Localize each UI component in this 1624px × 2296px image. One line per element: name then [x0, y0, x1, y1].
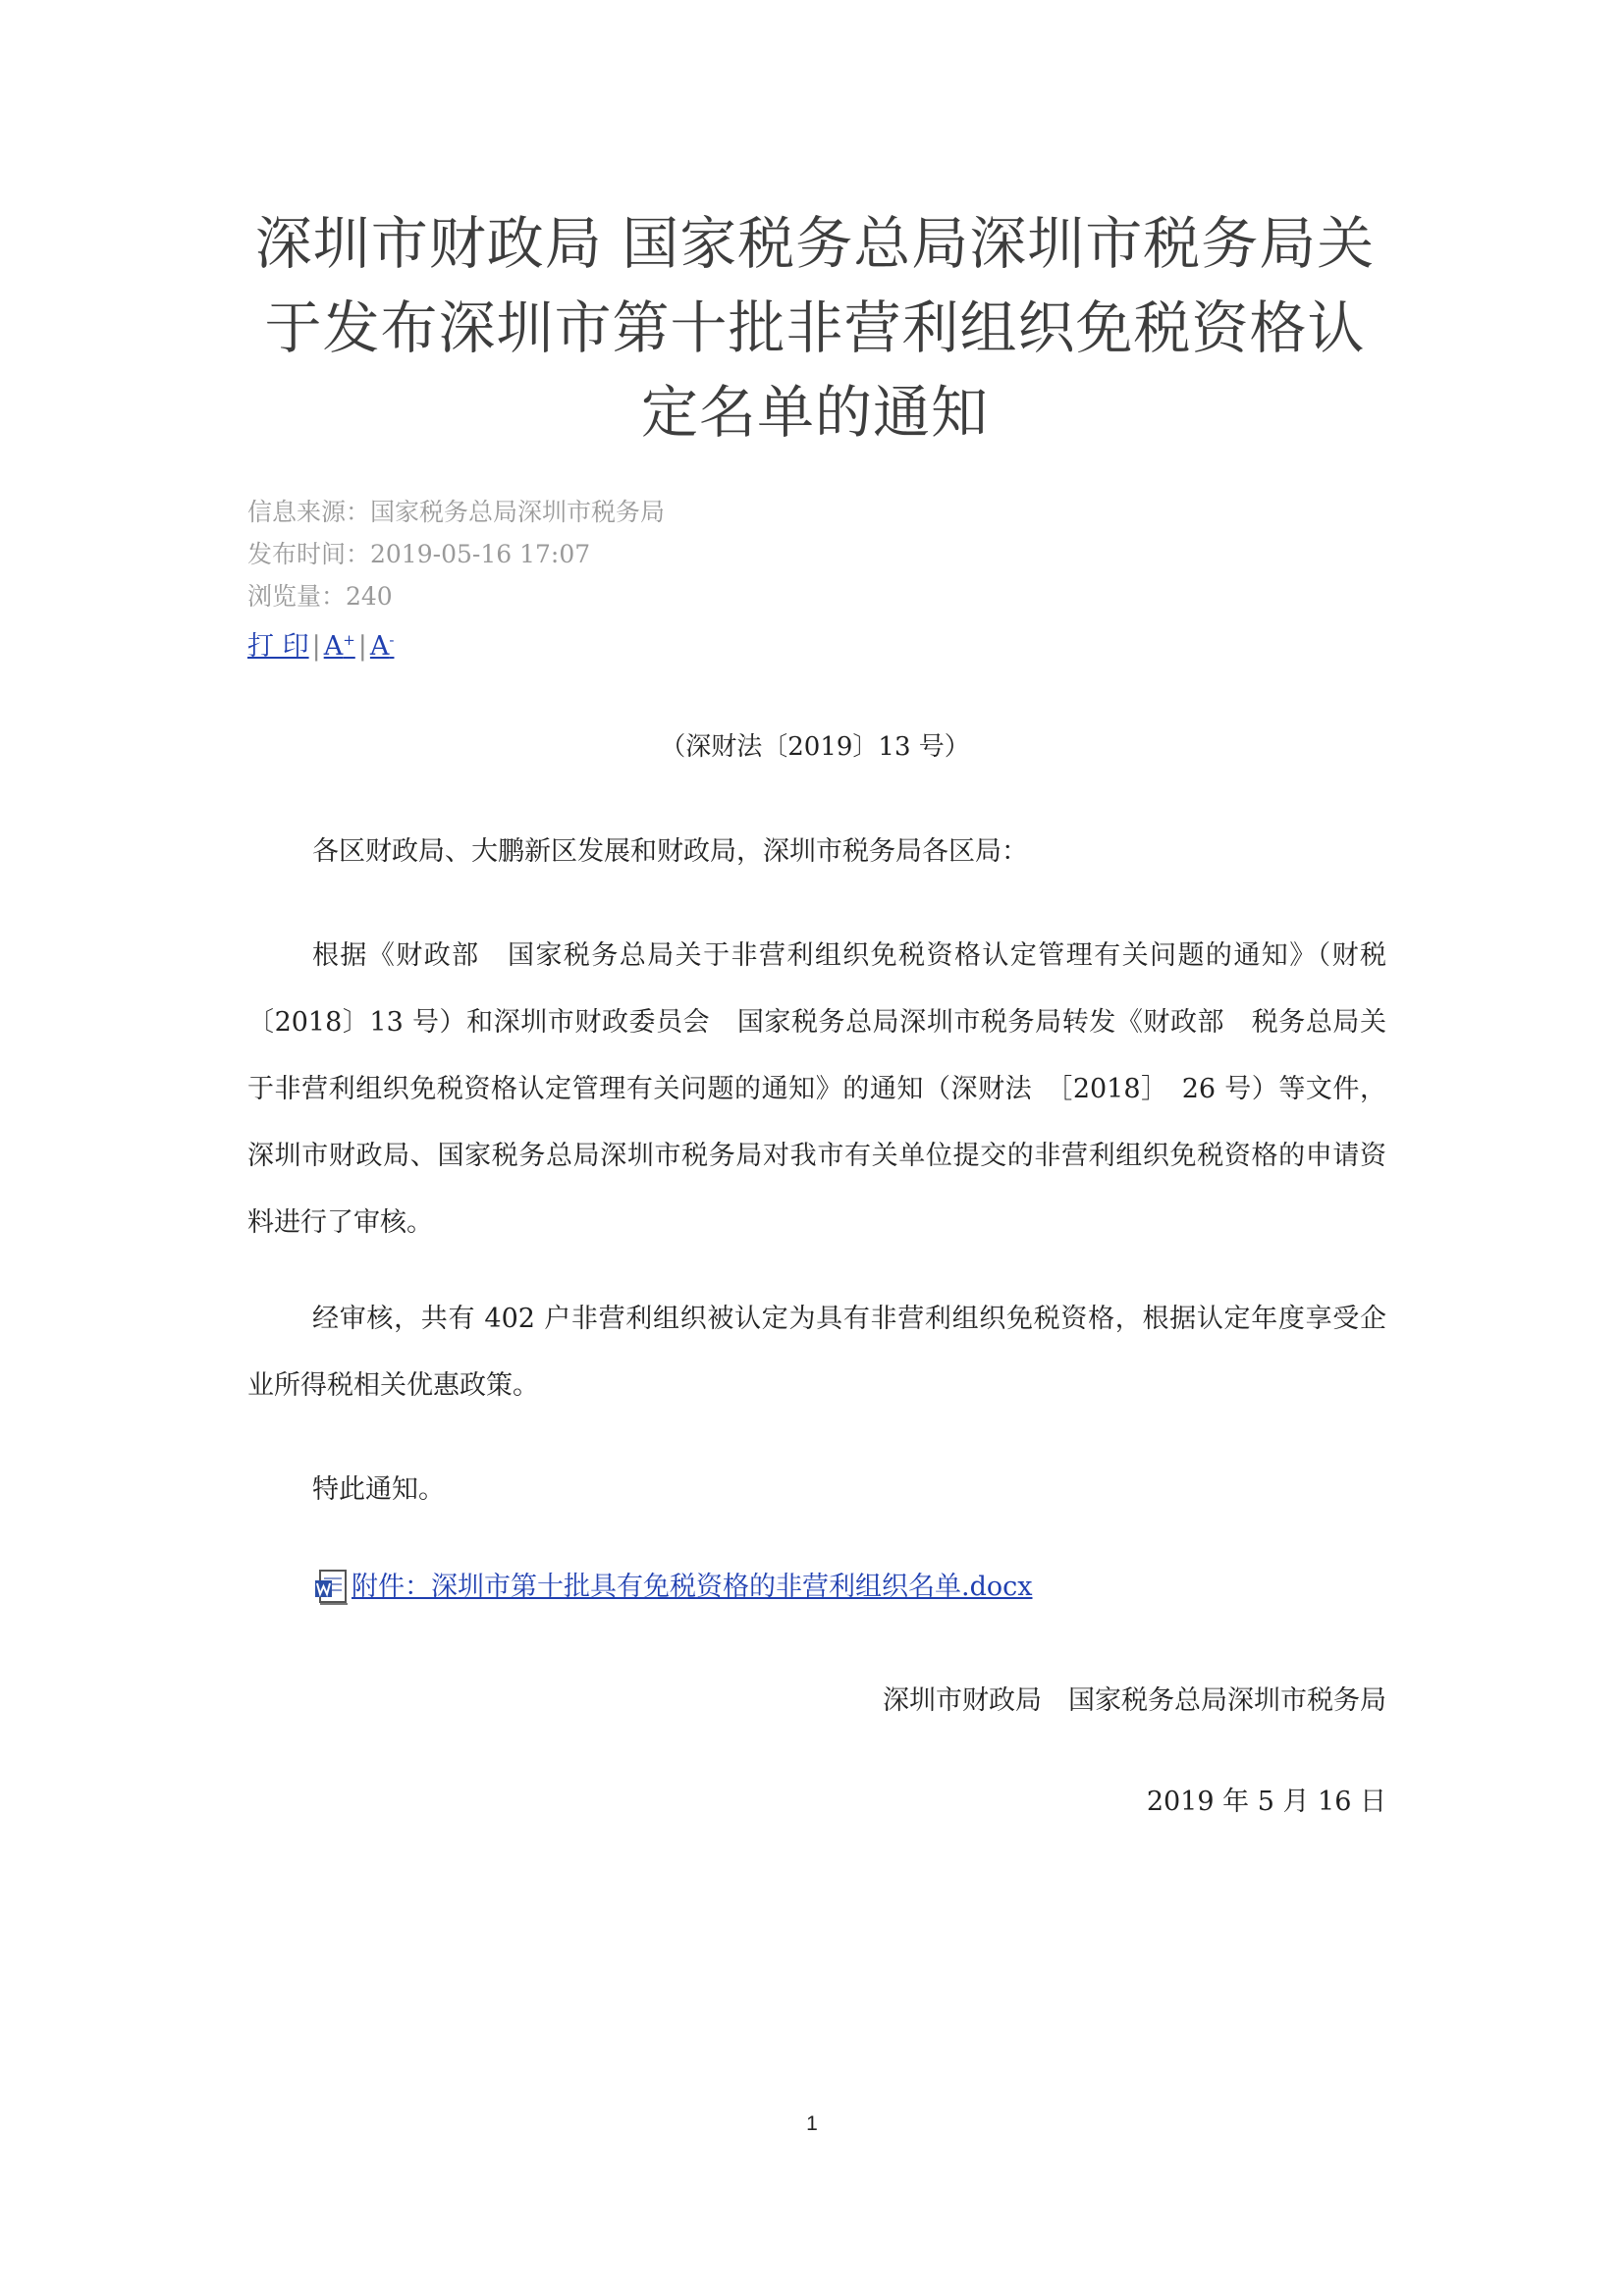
font-increase-sup: +	[343, 631, 355, 649]
page-number: 1	[806, 2112, 818, 2135]
body-paragraph: 经审核，共有 402 户非营利组织被认定为具有非营利组织免税资格，根据认定年度享受企业所得税相关优惠政策。	[247, 1304, 1386, 1401]
print-link[interactable]: 打 印	[247, 631, 309, 662]
toolbar-separator: |	[311, 631, 321, 662]
closing-text: 特此通知。	[312, 1474, 445, 1505]
attachment-link[interactable]: 附件：深圳市第十批具有免税资格的非营利组织名单.docx	[352, 1572, 1033, 1602]
signature: 深圳市财政局 国家税务总局深圳市税务局	[883, 1685, 1386, 1716]
font-decrease-label: A	[369, 631, 390, 662]
font-decrease-sup: -	[389, 631, 395, 649]
info-source: 信息来源：国家税务总局深圳市税务局	[247, 498, 666, 526]
font-increase-label: A	[323, 631, 344, 662]
addressee: 各区财政局、大鹏新区发展和财政局，深圳市税务局各区局：	[312, 836, 1028, 867]
document-number: （深财法〔2019〕13 号）	[660, 732, 970, 762]
publish-time: 发布时间：2019-05-16 17:07	[247, 540, 591, 568]
font-increase-link[interactable]	[324, 631, 355, 662]
word-document-icon	[314, 1569, 350, 1606]
toolbar-separator: |	[357, 631, 367, 662]
issue-date: 2019 年 5 月 16 日	[1146, 1787, 1386, 1817]
body-paragraph: 根据《财政部 国家税务总局关于非营利组织免税资格认定管理有关问题的通知》（财税〔2018〕13 号）和深圳市财政委员会 国家税务总局深圳市税务局转发《财政部 税务总局关于非营利组织免税资格认定管理有关问题的通知》的通知（深财法 ［2018］ 26 号）等文件，深圳市财政局、国家税务总局深圳市税务局对我市有关单位提交的非营利组织免税资格的申请资料进行了审核。	[247, 940, 1386, 1238]
font-decrease-link[interactable]	[370, 631, 395, 662]
attachment[interactable]	[314, 1569, 1032, 1606]
page-title: 深圳市财政局 国家税务总局深圳市税务局关于发布深圳市第十批非营利组织免税资格认定名单的通知	[254, 210, 1376, 446]
view-count: 浏览量：240	[247, 582, 393, 611]
article-toolbar	[247, 624, 394, 663]
